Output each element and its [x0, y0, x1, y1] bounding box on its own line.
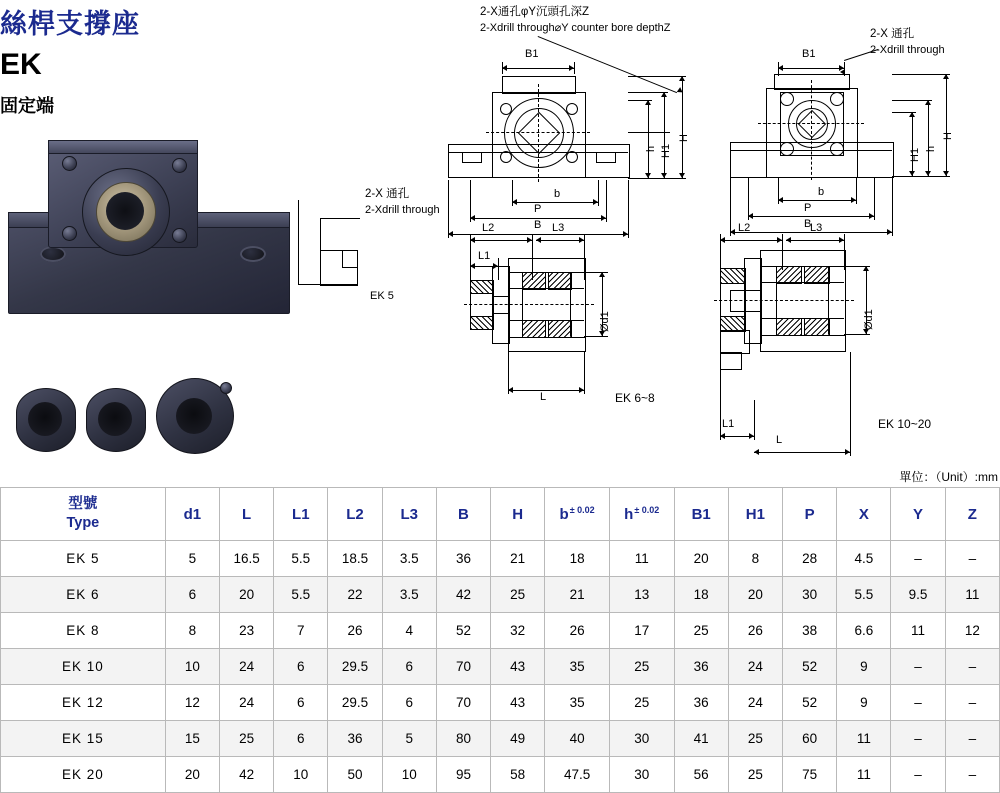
cell-b: 42 — [436, 577, 490, 613]
header-l1: L1 — [274, 488, 328, 541]
table-header-row — [1, 488, 1000, 541]
cell-l: 16.5 — [219, 541, 273, 577]
ek-support-unit-photo — [0, 130, 300, 460]
cell-d1: 12 — [165, 685, 219, 721]
header-b: B — [436, 488, 490, 541]
dim-h-total-front: H — [678, 134, 690, 142]
cell-l: 24 — [219, 649, 273, 685]
cell-l3: 6 — [382, 649, 436, 685]
dim-l3-section-left: L3 — [552, 222, 565, 234]
specification-table — [0, 487, 1000, 793]
cell-type: EK 8 — [1, 613, 166, 649]
dim-b-lower-front: b — [554, 188, 561, 200]
cell-b-tol: 47.5 — [545, 757, 610, 793]
label-ek5: EK 5 — [370, 290, 394, 302]
cell-b1: 18 — [674, 577, 728, 613]
header-b-tol-sup: ± 0.02 — [569, 505, 595, 515]
cell-h-tol: 17 — [609, 613, 674, 649]
cell-p: 52 — [783, 685, 837, 721]
dim-b-total-side: B — [804, 218, 812, 230]
header-l2: L2 — [328, 488, 382, 541]
cell-p: 28 — [783, 541, 837, 577]
header-z: Z — [945, 488, 999, 541]
dim-d1-section-left: Ød1 — [599, 311, 611, 332]
cell-x: 11 — [837, 721, 891, 757]
annotation-detail-drill-cn: 2-X 通孔 — [365, 188, 410, 200]
cell-z: – — [945, 649, 999, 685]
cell-h: 43 — [491, 685, 545, 721]
cell-l: 42 — [219, 757, 273, 793]
cell-y: – — [891, 685, 945, 721]
dim-h-total-side: H — [942, 132, 954, 140]
unit-note: 單位：（Unit）:mm — [899, 470, 998, 484]
dim-b-total-front: B — [534, 219, 542, 231]
header-h-tol-label: h — [624, 506, 634, 523]
cell-z: 12 — [945, 613, 999, 649]
header-type-en: Type — [66, 515, 100, 531]
cell-d1: 20 — [165, 757, 219, 793]
cell-b-tol: 35 — [545, 649, 610, 685]
cell-x: 4.5 — [837, 541, 891, 577]
cell-h: 21 — [491, 541, 545, 577]
cell-x: 11 — [837, 757, 891, 793]
cell-l3: 10 — [382, 757, 436, 793]
dim-d1-section-right: Ød1 — [863, 309, 875, 330]
dim-l3-section-right: L3 — [810, 222, 823, 234]
cell-h: 43 — [491, 649, 545, 685]
cell-b1: 25 — [674, 613, 728, 649]
page-title-chinese: 絲桿支撐座 — [0, 9, 140, 39]
cell-l3: 5 — [382, 721, 436, 757]
dim-l1-section-right: L1 — [722, 418, 735, 430]
cell-h-tol: 13 — [609, 577, 674, 613]
cell-l: 20 — [219, 577, 273, 613]
header-l: L — [219, 488, 273, 541]
cell-l2: 18.5 — [328, 541, 382, 577]
cell-z: – — [945, 685, 999, 721]
label-ek6-8: EK 6~8 — [615, 391, 655, 405]
dim-l1-section-left: L1 — [478, 250, 491, 262]
cell-x: 9 — [837, 685, 891, 721]
cell-h: 25 — [491, 577, 545, 613]
cell-h-tol: 30 — [609, 721, 674, 757]
dim-h-lower-side: h — [925, 145, 937, 152]
cell-d1: 10 — [165, 649, 219, 685]
cell-p: 38 — [783, 613, 837, 649]
page-subtitle-chinese: 固定端 — [0, 96, 54, 116]
cell-b-tol: 21 — [545, 577, 610, 613]
cell-b1: 20 — [674, 541, 728, 577]
header-h1: H1 — [728, 488, 782, 541]
cell-b: 52 — [436, 613, 490, 649]
dim-l-section-right: L — [776, 434, 783, 446]
header-y: Y — [891, 488, 945, 541]
cell-b-tol: 26 — [545, 613, 610, 649]
header-b1: B1 — [674, 488, 728, 541]
cell-type: EK 12 — [1, 685, 166, 721]
cell-b: 70 — [436, 649, 490, 685]
header-x: X — [837, 488, 891, 541]
header-b-tol — [545, 488, 610, 541]
annotation-counterbore-cn: 2-X通孔φY沉頭孔深Z — [480, 6, 590, 18]
annotation-drill-through-en: 2-Xdrill through — [870, 44, 945, 56]
cell-l3: 6 — [382, 685, 436, 721]
cell-l2: 50 — [328, 757, 382, 793]
cell-p: 75 — [783, 757, 837, 793]
cell-y: 11 — [891, 613, 945, 649]
table-row — [1, 757, 1000, 793]
header-d1: d1 — [165, 488, 219, 541]
cell-p: 60 — [783, 721, 837, 757]
header-p: P — [783, 488, 837, 541]
cell-h: 32 — [491, 613, 545, 649]
cell-l1: 6 — [274, 649, 328, 685]
cell-b-tol: 40 — [545, 721, 610, 757]
cell-h1: 24 — [728, 649, 782, 685]
product-code-title: EK — [0, 48, 42, 81]
dim-b1-front: B1 — [525, 48, 539, 60]
cell-h: 49 — [491, 721, 545, 757]
cell-y: – — [891, 757, 945, 793]
cell-l2: 36 — [328, 721, 382, 757]
dim-h-lower-front: h — [645, 145, 657, 152]
table-row — [1, 649, 1000, 685]
dim-h1-front: H1 — [660, 143, 672, 158]
annotation-counterbore-en: 2-Xdrill through⌀Y counter bore depthZ — [480, 22, 671, 34]
cell-l2: 26 — [328, 613, 382, 649]
cell-b-tol: 18 — [545, 541, 610, 577]
dim-l2-section-right: L2 — [738, 222, 751, 234]
cell-d1: 8 — [165, 613, 219, 649]
label-ek10-20: EK 10~20 — [878, 417, 932, 431]
cell-p: 30 — [783, 577, 837, 613]
cell-h1: 20 — [728, 577, 782, 613]
cell-y: – — [891, 649, 945, 685]
cell-h-tol: 25 — [609, 649, 674, 685]
cell-l2: 29.5 — [328, 685, 382, 721]
cell-b: 95 — [436, 757, 490, 793]
cell-y: 9.5 — [891, 577, 945, 613]
cell-h1: 25 — [728, 721, 782, 757]
cell-b: 80 — [436, 721, 490, 757]
dim-h1-side: H1 — [909, 147, 921, 162]
cell-x: 6.6 — [837, 613, 891, 649]
cell-l1: 6 — [274, 685, 328, 721]
annotation-drill-through-cn: 2-X 通孔 — [870, 28, 915, 40]
cell-l3: 3.5 — [382, 541, 436, 577]
cell-l1: 5.5 — [274, 577, 328, 613]
cell-y: – — [891, 541, 945, 577]
cell-p: 52 — [783, 649, 837, 685]
table-row — [1, 613, 1000, 649]
cell-h1: 26 — [728, 613, 782, 649]
dim-p-side: P — [804, 202, 812, 214]
cell-l: 25 — [219, 721, 273, 757]
header-type — [1, 488, 166, 541]
header-h-tol — [609, 488, 674, 541]
cell-type: EK 20 — [1, 757, 166, 793]
cell-b1: 36 — [674, 649, 728, 685]
cell-b1: 41 — [674, 721, 728, 757]
cell-l1: 5.5 — [274, 541, 328, 577]
table-row — [1, 721, 1000, 757]
technical-drawings-panel — [365, 0, 1000, 470]
cell-x: 9 — [837, 649, 891, 685]
header-type-cn: 型號 — [68, 496, 98, 512]
dim-l-section-left: L — [540, 391, 547, 403]
cell-type: EK 15 — [1, 721, 166, 757]
cell-l2: 29.5 — [328, 649, 382, 685]
cell-h1: 25 — [728, 757, 782, 793]
table-row — [1, 541, 1000, 577]
header-h-tol-sup: ± 0.02 — [634, 505, 660, 515]
cell-h1: 8 — [728, 541, 782, 577]
cell-l: 24 — [219, 685, 273, 721]
cell-d1: 5 — [165, 541, 219, 577]
header-b-tol-label: b — [559, 506, 569, 523]
cell-z: – — [945, 541, 999, 577]
cell-l1: 10 — [274, 757, 328, 793]
dim-b1-side: B1 — [802, 48, 816, 60]
cell-z: – — [945, 757, 999, 793]
cell-b1: 56 — [674, 757, 728, 793]
cell-h-tol: 25 — [609, 685, 674, 721]
cell-b1: 36 — [674, 685, 728, 721]
cell-z: 11 — [945, 577, 999, 613]
cell-type: EK 10 — [1, 649, 166, 685]
cell-x: 5.5 — [837, 577, 891, 613]
cell-z: – — [945, 721, 999, 757]
dim-p-front: P — [534, 203, 542, 215]
cell-type: EK 6 — [1, 577, 166, 613]
header-h: H — [491, 488, 545, 541]
cell-l1: 7 — [274, 613, 328, 649]
table-row — [1, 685, 1000, 721]
cell-l: 23 — [219, 613, 273, 649]
cell-l3: 4 — [382, 613, 436, 649]
cell-b: 70 — [436, 685, 490, 721]
cell-h-tol: 30 — [609, 757, 674, 793]
header-l3: L3 — [382, 488, 436, 541]
cell-h1: 24 — [728, 685, 782, 721]
cell-l3: 3.5 — [382, 577, 436, 613]
table-row — [1, 577, 1000, 613]
annotation-detail-drill-en: 2-Xdrill through — [365, 204, 440, 216]
cell-b-tol: 35 — [545, 685, 610, 721]
cell-h: 58 — [491, 757, 545, 793]
cell-l2: 22 — [328, 577, 382, 613]
cell-d1: 6 — [165, 577, 219, 613]
cell-h-tol: 11 — [609, 541, 674, 577]
cell-type: EK 5 — [1, 541, 166, 577]
dim-b-lower-side: b — [818, 186, 825, 198]
cell-l1: 6 — [274, 721, 328, 757]
cell-b: 36 — [436, 541, 490, 577]
cell-y: – — [891, 721, 945, 757]
dim-l2-section-left: L2 — [482, 222, 495, 234]
cell-d1: 15 — [165, 721, 219, 757]
